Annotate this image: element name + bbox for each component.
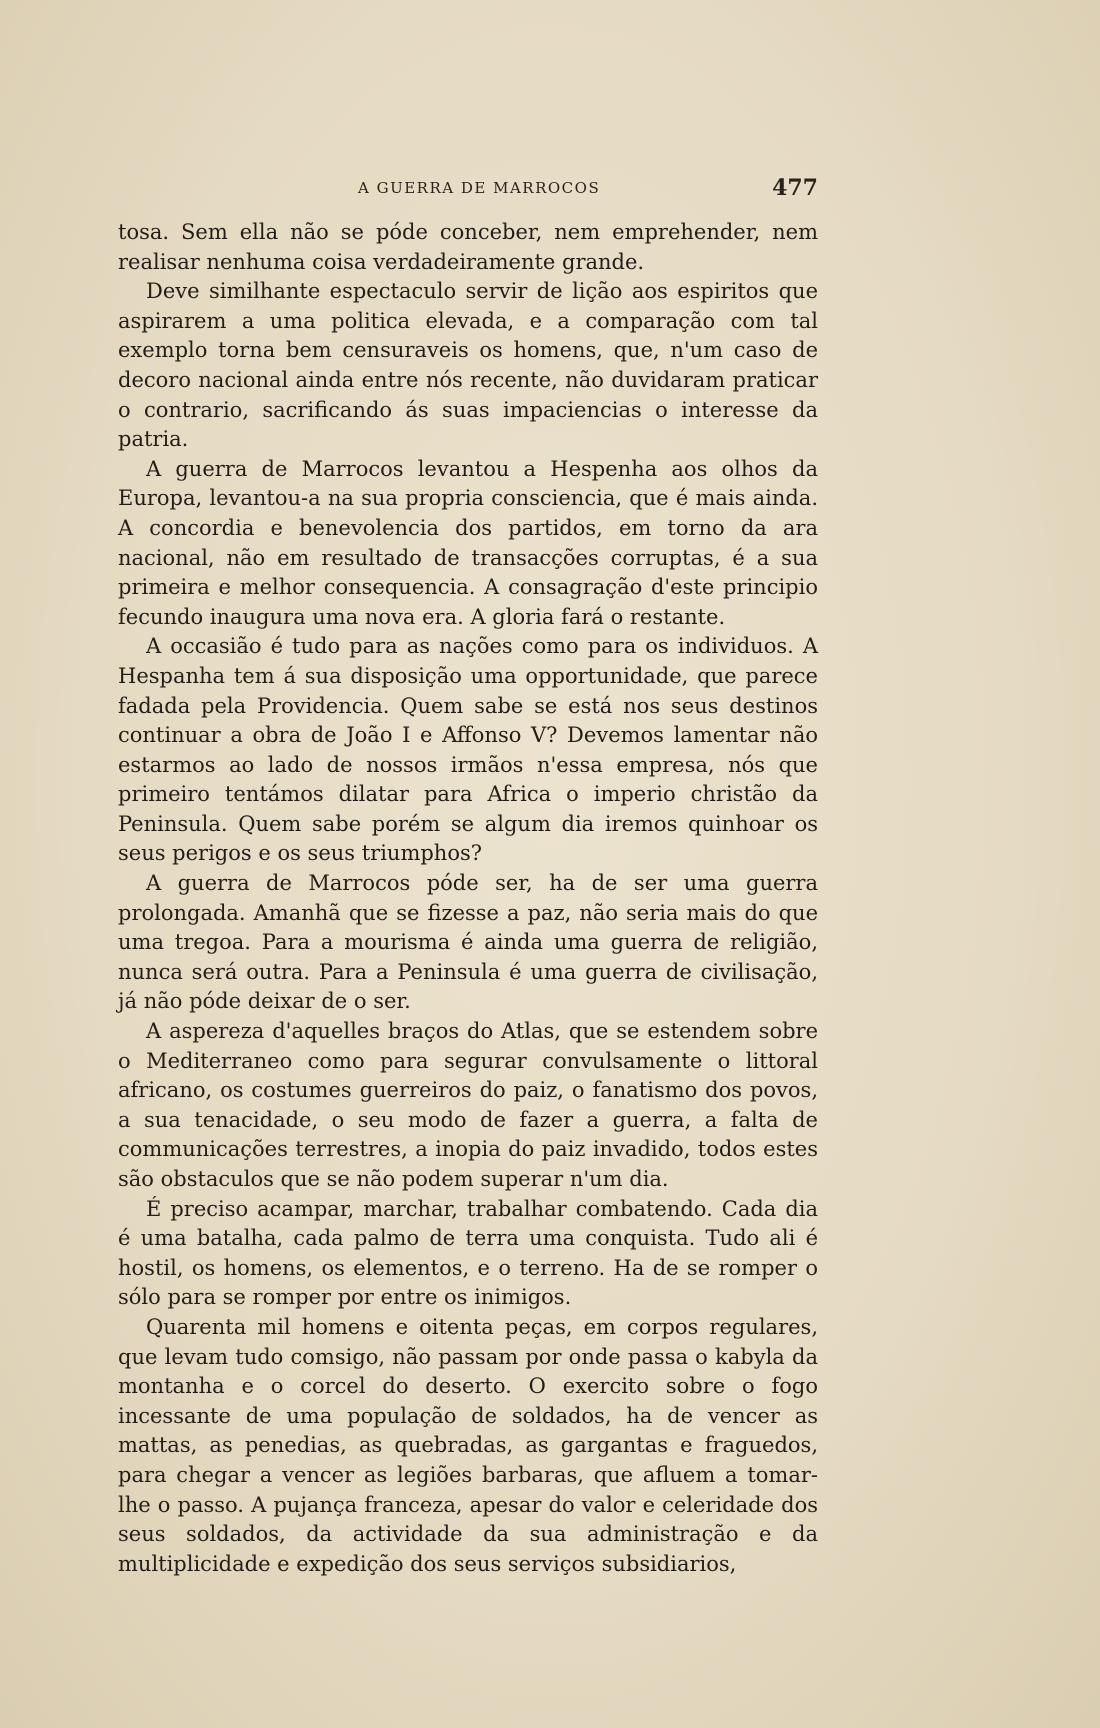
page-header: [118, 175, 818, 205]
paragraph: A guerra de Marrocos póde ser, ha de ser uma guerra prolongada. Amanhã que se fizesse a paz, não seria mais do que uma tregoa. Para a mourisma é ainda uma guerra de religião, nunca será outra. Para a Peninsula é uma guerra de civilisação, já não póde deixar de o ser.: [118, 871, 818, 1014]
paragraph: É preciso acampar, marchar, trabalhar combatendo. Cada dia é uma batalha, cada palmo de terra uma conquista. Tudo ali é hostil, os homens, os elementos, e o terreno. Ha de se romper o sólo para se romper por entre os inimigos.: [118, 1196, 818, 1310]
paragraph: Quarenta mil homens e oitenta peças, em corpos regulares, que levam tudo comsigo, não passam por onde passa o kabyla da montanha e o corcel do deserto. O exercito sobre o fogo incessante de uma população de soldados, ha de vencer as mattas, as penedias, as quebradas, as gargantas e fraguedos, para chegar a vencer as legiões barbaras, que afluem a tomar-lhe o passo. A pujança franceza, apesar do valor e celeridade dos seus soldados, da actividade da sua administração e da multiplicidade e expedição dos seus serviços subsidiarios,: [118, 1314, 818, 1576]
paragraph: A guerra de Marrocos levantou a Hespenha aos olhos da Europa, levantou-a na sua propria consciencia, que é mais ainda. A concordia e benevolencia dos partidos, em torno da ara nacional, não em resultado de transacções corruptas, é a sua primeira e melhor consequencia. A consagração d'este principio fecundo inaugura uma nova era. A gloria fará o restante.: [118, 456, 818, 629]
body-text: [118, 218, 818, 1579]
running-title: A GUERRA DE MARROCOS: [358, 179, 601, 197]
page-number: 477: [772, 175, 818, 201]
paragraph: A occasião é tudo para as nações como para os individuos. A Hespanha tem á sua disposição uma opportunidade, que parece fadada pela Providencia. Quem sabe se está nos seus destinos continuar a obra de João I e Affonso V? Devemos lamentar não estarmos ao lado de nossos irmãos n'essa empresa, nós que primeiro tentámos dilatar para Africa o imperio christão da Peninsula. Quem sabe porém se algum dia iremos quinhoar os seus perigos e os seus triumphos?: [118, 634, 818, 866]
paragraph: A aspereza d'aquelles braços do Atlas, que se estendem sobre o Mediterraneo como para segurar convulsamente o littoral africano, os costumes guerreiros do paiz, o fanatismo dos povos, a sua tenacidade, o seu modo de fazer a guerra, a falta de communicações terrestres, a inopia do paiz invadido, todos estes são obstaculos que se não podem superar n'um dia.: [118, 1019, 818, 1191]
paragraph: Deve similhante espectaculo servir de lição aos espiritos que aspirarem a uma politica elevada, e a comparação com tal exemplo torna bem censuraveis os homens, que, n'um caso de decoro nacional ainda entre nós recente, não duvidaram praticar o contrario, sacrificando ás suas impaciencias o interesse da patria.: [118, 279, 818, 452]
paragraph: tosa. Sem ella não se póde conceber, nem emprehender, nem realisar nenhuma coisa verdadeiramente grande.: [118, 220, 818, 274]
